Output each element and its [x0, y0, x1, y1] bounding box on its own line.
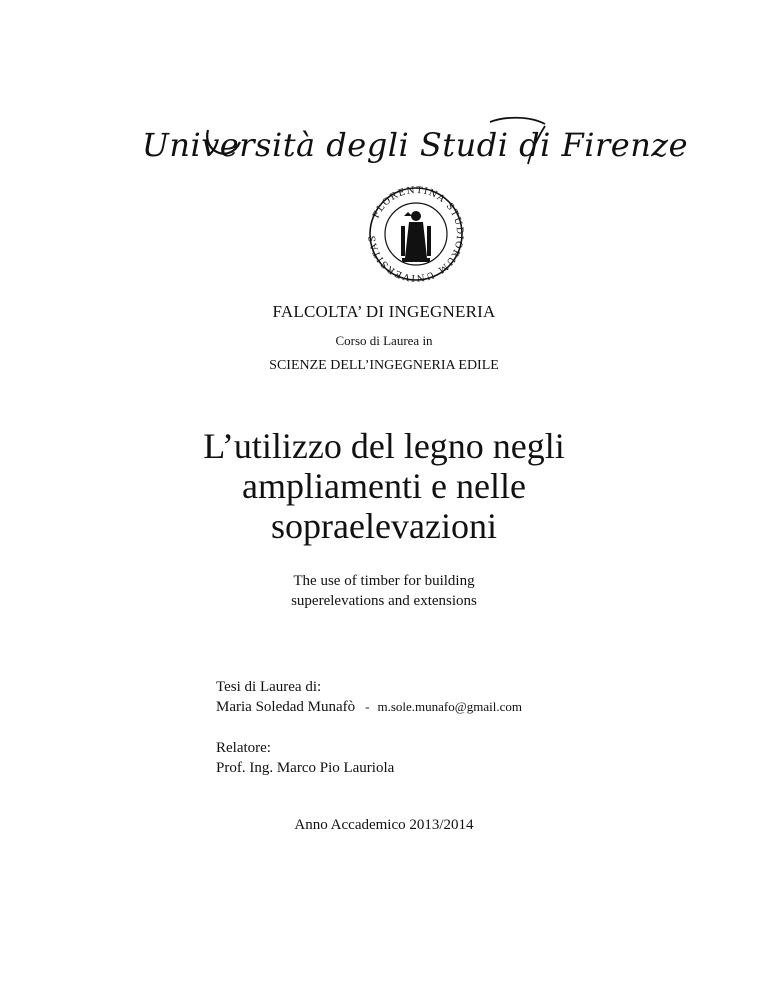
thesis-title-line: ampliamenti e nelle	[242, 466, 526, 506]
university-name: Università degli Studi di Firenze	[141, 126, 689, 164]
thesis-title	[0, 426, 768, 546]
seal-ring-text: FLORENTINA STUDIORUM UNIVERSITAS	[366, 186, 466, 282]
author-block	[216, 677, 522, 717]
university-logo-wordmark	[141, 112, 689, 174]
academic-year: Anno Accademico 2013/2014	[294, 817, 474, 833]
seal-emblem	[357, 186, 475, 282]
university-logo	[141, 112, 689, 174]
thesis-subtitle-line: superelevations and extensions	[291, 593, 477, 609]
university-seal	[357, 186, 475, 282]
faculty-name: FALCOLTA’ DI INGEGNERIA	[272, 302, 496, 321]
author-label: Tesi di Laurea di:	[216, 679, 322, 695]
author-name: Maria Soledad Munafò	[216, 699, 356, 715]
course-name: SCIENZE DELL’INGEGNERIA EDILE	[269, 358, 499, 373]
author-email: m.sole.munafo@gmail.com	[377, 699, 522, 714]
thesis-subtitle-line: The use of timber for building	[293, 573, 475, 589]
course-intro: Corso di Laurea in	[335, 333, 433, 348]
advisor-label: Relatore:	[216, 740, 271, 756]
advisor-block	[216, 738, 394, 778]
thesis-title-line: L’utilizzo del legno negli	[203, 426, 565, 466]
author-line	[216, 697, 522, 717]
thesis-title-line: sopraelevazioni	[271, 506, 497, 546]
thesis-subtitle	[0, 571, 768, 611]
author-separator: -	[365, 699, 370, 714]
advisor-name: Prof. Ing. Marco Pio Lauriola	[216, 760, 395, 776]
